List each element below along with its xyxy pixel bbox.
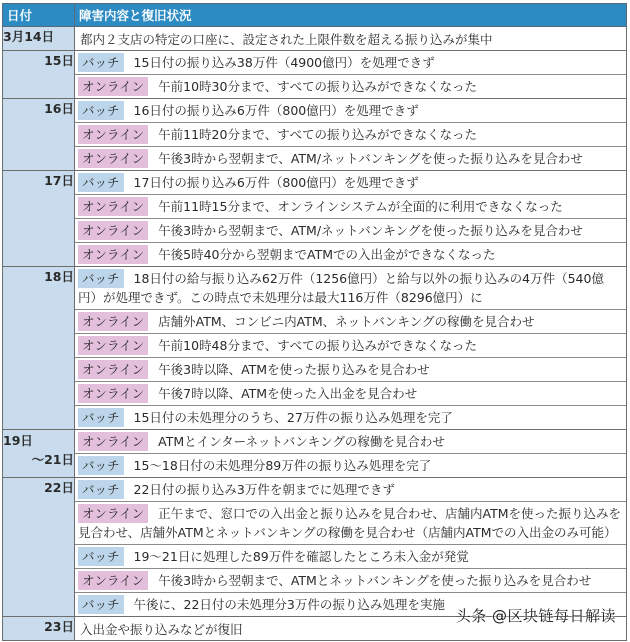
- entry-text: 正午まで、窓口での入出金と振り込みを見合わせ、店舗内ATMを使った振り込みを見合わせ、店舗外ATMとネットバンキングの稼働を見合わせ（店舗内ATMでの入出金のみ可能）: [78, 506, 622, 540]
- batch-tag: バッチ: [78, 101, 124, 120]
- online-tag: オンライン: [78, 336, 148, 355]
- online-tag: オンライン: [78, 77, 148, 96]
- content-cell: [75, 171, 627, 267]
- entry: [75, 194, 626, 218]
- online-tag: オンライン: [78, 125, 148, 144]
- header-date: 日付: [3, 4, 75, 27]
- entry: [75, 568, 626, 592]
- entry-text: 午前11時15分まで、オンラインシステムが全面的に利用できなくなった: [158, 199, 563, 214]
- batch-tag: バッチ: [78, 547, 124, 566]
- entry-text: 18日付の給与振り込み62万件（1256億円）と給与以外の振り込みの4万件（540億円）が処理できず。この時点で未処理分は最大116万件（8296億円）に: [78, 271, 604, 305]
- date-cell: 3月14日: [3, 27, 75, 51]
- table-row: [3, 478, 627, 617]
- entry: [75, 146, 626, 170]
- date-line-1: 19日: [3, 433, 33, 448]
- online-tag: オンライン: [78, 245, 148, 264]
- entry: [75, 478, 626, 501]
- batch-tag: バッチ: [78, 408, 124, 427]
- batch-tag: バッチ: [78, 456, 124, 475]
- entry: [75, 501, 626, 544]
- date-cell: [3, 430, 75, 478]
- date-cell: 22日: [3, 478, 75, 617]
- entry-text: 15日付の振り込み38万件（4900億円）を処理できず: [133, 55, 435, 70]
- entry: [75, 122, 626, 146]
- entry-text: 午前10時30分まで、すべての振り込みができなくなった: [158, 79, 477, 94]
- entry-text: 午後3時から翌朝まで、ATMとネットバンキングを使った振り込みを見合わせ: [158, 573, 592, 588]
- entry-text: 店舗外ATM、コンビニ内ATM、ネットバンキングの稼働を見合わせ: [158, 314, 535, 329]
- batch-tag: バッチ: [78, 269, 124, 288]
- incident-timeline-table: [2, 3, 627, 641]
- entry-text: 午後3時から翌朝まで、ATM/ネットバンキングを使った振り込みを見合わせ: [158, 223, 583, 238]
- header-content: 障害内容と復旧状況: [75, 4, 627, 27]
- date-cell: 17日: [3, 171, 75, 267]
- online-tag: オンライン: [78, 221, 148, 240]
- entry-text: 19～21日に処理した89万件を確認したところ未入金が発覚: [133, 549, 469, 564]
- online-tag: オンライン: [78, 360, 148, 379]
- entry: [75, 333, 626, 357]
- batch-tag: バッチ: [78, 53, 124, 72]
- watermark: 头条 @区块链每日解读: [455, 607, 616, 625]
- content-cell: 入出金や振り込みなどが復旧: [75, 617, 627, 641]
- date-line-2: ～21日: [31, 452, 74, 467]
- entry: [75, 267, 626, 309]
- table-row: [3, 430, 627, 478]
- entry: [75, 405, 626, 429]
- entry: [75, 309, 626, 333]
- entry-text: 午後3時以降、ATMを使った振り込みを見合わせ: [158, 362, 430, 377]
- entry: [75, 430, 626, 453]
- entry: [75, 357, 626, 381]
- date-cell: 15日: [3, 51, 75, 99]
- entry-text: 16日付の振り込み6万件（800億円）を処理できず: [133, 103, 419, 118]
- entry-text: 22日付の振り込み3万件を朝までに処理できず: [133, 482, 395, 497]
- entry: [75, 171, 626, 194]
- date-cell: 23日: [3, 617, 75, 641]
- table-row: [3, 171, 627, 267]
- entry-text: 午後5時40分から翌朝までATMでの入出金ができなくなった: [158, 247, 496, 262]
- content-cell: [75, 430, 627, 478]
- entry-text: 午前11時20分まで、すべての振り込みができなくなった: [158, 127, 477, 142]
- entry-text: 午後に、22日付の未処理分3万件の振り込み処理を実施: [133, 597, 445, 612]
- date-cell: 16日: [3, 99, 75, 171]
- table-row: [3, 27, 627, 51]
- table-row: [3, 267, 627, 430]
- content-cell: [75, 99, 627, 171]
- entry-text: 17日付の振り込み6万件（800億円）を処理できず: [133, 175, 419, 190]
- table-header-row: [3, 4, 627, 27]
- entry: [75, 453, 626, 477]
- online-tag: オンライン: [78, 504, 148, 523]
- table-row: [3, 51, 627, 99]
- online-tag: オンライン: [78, 149, 148, 168]
- content-cell: [75, 267, 627, 430]
- entry-text: ATMとインターネットバンキングの稼働を見合わせ: [158, 434, 445, 449]
- batch-tag: バッチ: [78, 480, 124, 499]
- entry: [75, 218, 626, 242]
- online-tag: オンライン: [78, 571, 148, 590]
- table-row: [3, 99, 627, 171]
- entry: [75, 242, 626, 266]
- entry-text: 午後7時以降、ATMを使った入出金を見合わせ: [158, 386, 418, 401]
- entry-text: 15～18日付の未処理分89万件の振り込み処理を完了: [133, 458, 432, 473]
- content-cell: 都内２支店の特定の口座に、設定された上限件数を超える振り込みが集中: [75, 27, 627, 51]
- entry: [75, 544, 626, 568]
- online-tag: オンライン: [78, 312, 148, 331]
- online-tag: オンライン: [78, 197, 148, 216]
- entry: [75, 51, 626, 74]
- entry-text: 午後3時から翌朝まで、ATM/ネットバンキングを使った振り込みを見合わせ: [158, 151, 583, 166]
- online-tag: オンライン: [78, 384, 148, 403]
- entry: [75, 74, 626, 98]
- entry-text: 午前10時48分まで、すべての振り込みができなくなった: [158, 338, 477, 353]
- entry: [75, 381, 626, 405]
- online-tag: オンライン: [78, 432, 148, 451]
- entry-text: 15日付の未処理分のうち、27万件の振り込み処理を完了: [133, 410, 453, 425]
- batch-tag: バッチ: [78, 173, 124, 192]
- entry: [75, 99, 626, 122]
- content-cell: [75, 478, 627, 617]
- content-cell: [75, 51, 627, 99]
- date-cell: 18日: [3, 267, 75, 430]
- batch-tag: バッチ: [78, 595, 124, 614]
